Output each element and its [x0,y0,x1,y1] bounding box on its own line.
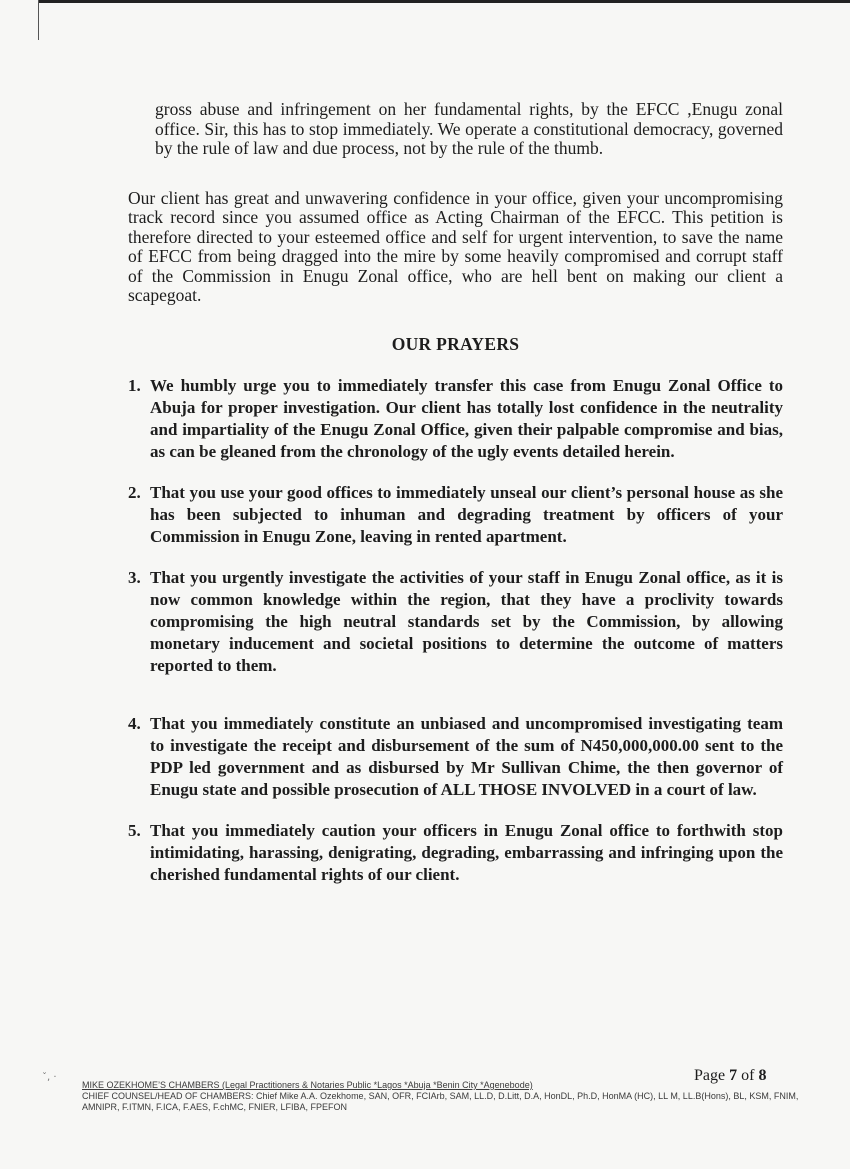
prayer-number: 4. [128,713,141,733]
prayer-item [128,713,783,801]
prayer-item [128,482,783,548]
document-body [128,100,783,905]
page-current: 7 [729,1067,738,1084]
prayer-text: That you use your good offices to immediately unseal our client’s personal house as she has been subjected to inhuman and degrading treatment by officers of your Commission in Enugu Zone, leaving in rented apartment. [150,482,783,546]
page-total: 8 [758,1067,767,1084]
footer-counsel-line: CHIEF COUNSEL/HEAD OF CHAMBERS: Chief Mike A.A. Ozekhome, SAN, OFR, FCIArb, SAM, LL.D, D.Litt, D.A, HonDL, Ph.D, HonMA (HC), LL M, LL.B(Hons), BL, KSM, FNIM, AMNIPR, F.ITMN, F.ICA, F.AES, F.chMC, FNIER, LFIBA, FPEFON [82,1091,799,1112]
letterhead-footer [82,1080,827,1113]
prayers-list [128,375,783,886]
prayer-number: 1. [128,375,141,395]
prayer-text: That you immediately caution your officers in Enugu Zonal office to forthwith stop intimidating, harassing, denigrating, degrading, embarrassing and infringing upon the cherished fundamental rights of our client. [150,820,783,884]
prayer-text: That you urgently investigate the activities of your staff in Enugu Zonal office, as it is now common knowledge within the region, that they have a proclivity towards compromising the high neutral standards set by the Commission, by allowing monetary inducement and societal positions to determine the outcome of matters reported to them. [150,567,783,675]
page-of: of [741,1067,755,1084]
scan-top-edge [38,0,850,3]
prayer-text: That you immediately constitute an unbiased and uncompromised investigating team to investigate the receipt and disbursement of the sum of N450,000,000.00 sent to the PDP led government and as disbursed by Mr Sullivan Chime, the then governor of Enugu state and possible prosecution of ALL THOSE INVOLVED in a court of law. [150,713,783,799]
prayer-item [128,567,783,677]
section-heading: OUR PRAYERS [391,333,520,354]
scan-mark-icon: ˇ, · [42,1072,57,1083]
page-label: Page [694,1067,726,1084]
prayer-number: 2. [128,482,141,502]
paragraph-continuation: gross abuse and infringement on her fundamental rights, by the EFCC ,Enugu zonal office. Sir, this has to stop immediately. We operate a constitutional democracy, governed by the rule of law and due process, not by the rule of the thumb. [155,99,783,158]
prayer-text: We humbly urge you to immediately transfer this case from Enugu Zonal Office to Abuja for proper investigation. Our client has totally lost confidence in the neutrality and impartiality of the Enugu Zonal Office, given their palpable compromise and bias, as can be gleaned from the chronology of the ugly events detailed herein. [150,375,783,461]
scan-left-edge [38,0,39,40]
paragraph-confidence: Our client has great and unwavering confidence in your office, given your uncompromising track record since you assumed office as Acting Chairman of the EFCC. This petition is therefore directed to your esteemed office and self for urgent intervention, to save the name of EFCC from being dragged into the mire by some heavily compromised and corrupt staff of the Commission in Enugu Zonal office, who are hell bent on making our client a scapegoat. [128,187,783,305]
prayer-item [128,375,783,463]
prayer-number: 5. [128,820,141,840]
prayer-number: 3. [128,567,141,587]
prayer-item [128,820,783,886]
footer-chambers-line: MIKE OZEKHOME’S CHAMBERS (Legal Practitioners & Notaries Public *Lagos *Abuja *Benin City *Agenebode) [82,1080,533,1090]
